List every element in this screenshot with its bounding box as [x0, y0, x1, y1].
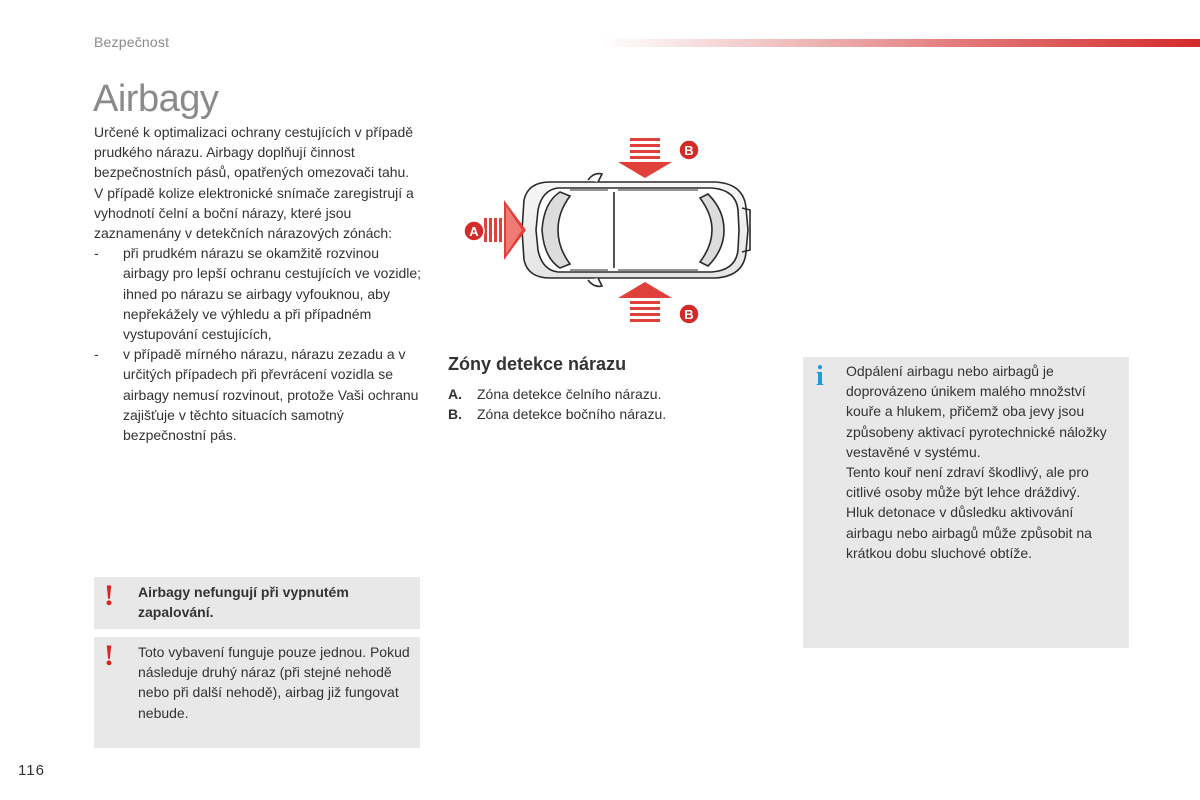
- zone-letter: A.: [448, 386, 462, 402]
- list-item: [94, 344, 424, 445]
- zone-badge-b-bottom: [679, 304, 699, 324]
- zones-list: [448, 384, 666, 424]
- info-paragraph-1: Odpálení airbagu nebo airbagů je doprovázeno únikem malého množství kouře a hlukem, přičemž oba jevy jsou způsobeny aktivací pyrotechnické náložky vestavěné v systému.: [846, 363, 1107, 460]
- bullet-text: při prudkém nárazu se okamžitě rozvinou airbagy pro lepší ochranu cestujících ve vozidle; ihned po nárazu se airbagy vyfouknou, aby nepřekážely ve výhledu a při případném vystupování cestujících,: [123, 245, 422, 343]
- list-item: [94, 243, 424, 344]
- header-accent-bar: [600, 39, 1200, 47]
- bullet-dash: -: [94, 245, 99, 262]
- exclamation-icon: !: [104, 639, 114, 672]
- info-paragraph-3: Hluk detonace v důsledku aktivování airbagu nebo airbagů může způsobit na krátkou dobu sluchové obtíže.: [846, 504, 1092, 561]
- intro-text: [94, 122, 424, 445]
- list-item: [448, 404, 666, 424]
- frontal-impact-arrow-icon: [484, 200, 526, 260]
- info-text: [846, 361, 1123, 563]
- zone-text: Zóna detekce čelního nárazu.: [477, 386, 662, 402]
- intro-bullet-list: [94, 243, 424, 445]
- warning-box-ignition: [94, 577, 420, 629]
- exclamation-icon: !: [104, 579, 114, 612]
- intro-paragraph-2: V případě kolize elektronické snímače zaregistrují a vyhodnotí čelní a boční nárazy, které jsou zaznamenány v detekčních nárazových zónách:: [94, 184, 414, 242]
- info-icon: i: [816, 361, 824, 392]
- side-impact-arrow-top-icon: [618, 138, 672, 178]
- info-box: [803, 357, 1129, 648]
- warning-box-single-use: [94, 637, 420, 748]
- zone-letter: B.: [448, 406, 462, 422]
- info-paragraph-2: Tento kouř není zdraví škodlivý, ale pro citlivé osoby může být lehce dráždivý.: [846, 464, 1089, 501]
- intro-paragraph-1: Určené k optimalizaci ochrany cestujících v případě prudkého nárazu. Airbagy doplňují činnost bezpečnostních pásů, opatřených omezovači tahu.: [94, 124, 414, 181]
- warning-text: Toto vybavení funguje pouze jednou. Pokud následuje druhý náraz (při stejné nehodě nebo při další nehodě), airbag již fungovat nebude.: [138, 644, 410, 721]
- page-title: Airbagy: [93, 78, 219, 120]
- list-item: [448, 384, 666, 404]
- svg-text:A: A: [469, 224, 479, 239]
- zone-badge-a: [464, 221, 484, 241]
- bullet-text: v případě mírného nárazu, nárazu zezadu a v určitých případech při převrácení vozidla se airbagy nemusí rozvinout, protože Vaši ochranu zajišťuje v těchto situacích samotný bezpečnostní pás.: [123, 346, 419, 444]
- svg-text:B: B: [684, 307, 694, 322]
- section-title: Bezpečnost: [94, 34, 170, 50]
- impact-zone-diagram: [458, 130, 768, 330]
- page-number: 116: [18, 762, 45, 779]
- svg-text:B: B: [684, 143, 694, 158]
- bullet-dash: -: [94, 346, 99, 363]
- car-top-view-icon: [522, 174, 750, 287]
- side-impact-arrow-bottom-icon: [618, 282, 672, 322]
- zone-badge-b-top: [679, 140, 699, 160]
- warning-text: Airbagy nefungují při vypnutém zapalování.: [138, 584, 349, 621]
- zone-text: Zóna detekce bočního nárazu.: [477, 406, 667, 422]
- zones-heading: Zóny detekce nárazu: [448, 354, 627, 374]
